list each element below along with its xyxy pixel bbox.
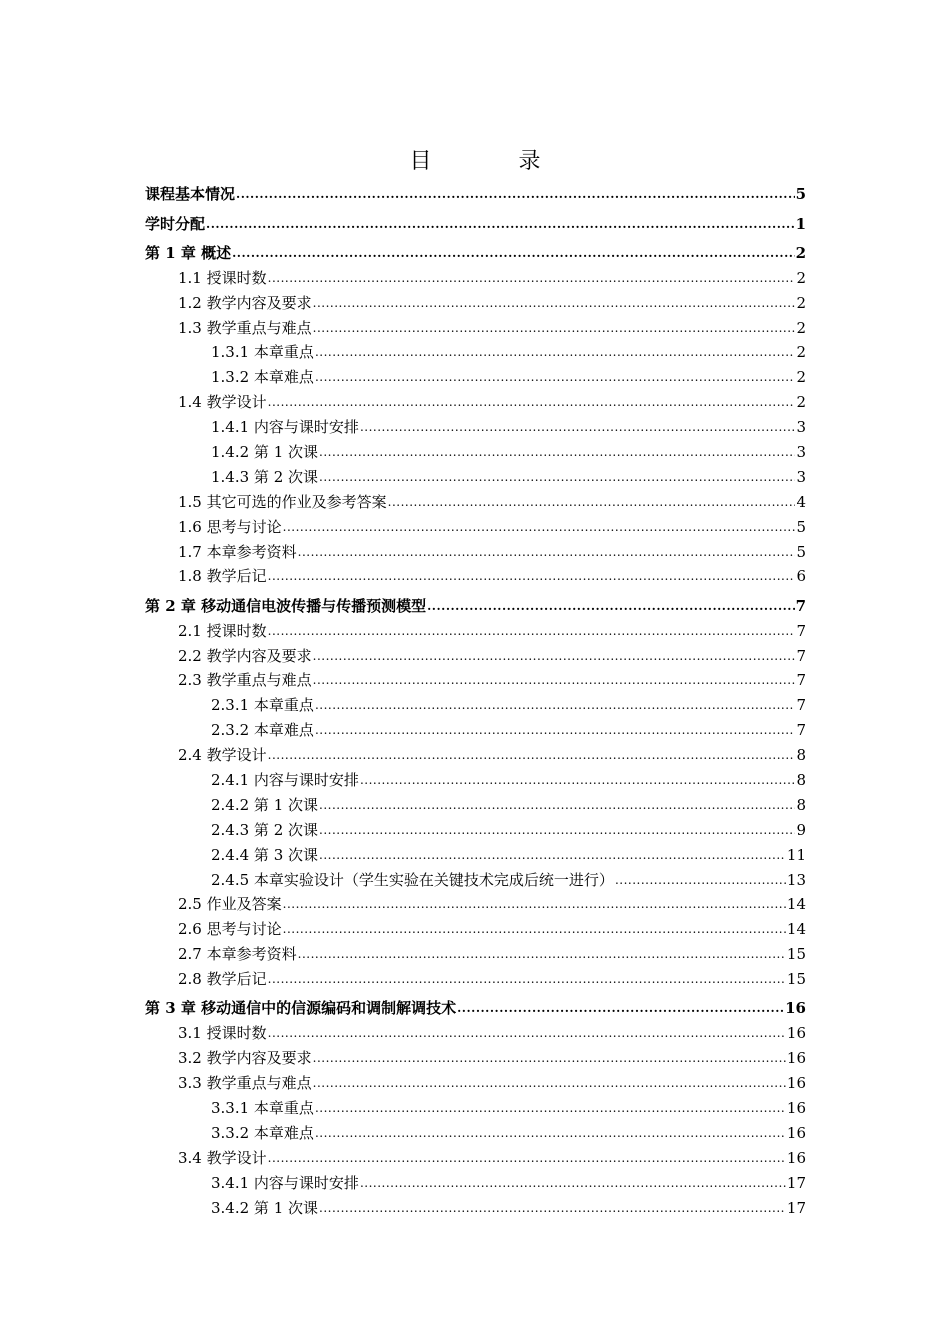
toc-entry-label: 2.6 思考与讨论 <box>178 920 282 939</box>
toc-list <box>145 176 806 1219</box>
toc-entry[interactable] <box>145 816 806 841</box>
toc-entry[interactable] <box>145 538 806 563</box>
toc-dot-leader <box>283 517 796 536</box>
toc-dot-leader <box>268 566 796 585</box>
toc-entry[interactable] <box>145 940 806 965</box>
toc-entry-page-number: 3 <box>796 467 806 486</box>
toc-entry[interactable] <box>145 1144 806 1169</box>
toc-entry-label: 2.8 教学后记 <box>178 970 267 989</box>
toc-dot-leader <box>457 998 784 1017</box>
toc-entry-page-number: 17 <box>786 1198 806 1217</box>
toc-entry-label: 1.3.2 本章难点 <box>211 368 314 387</box>
toc-dot-leader <box>388 492 796 511</box>
toc-entry-label: 2.3.1 本章重点 <box>211 696 314 715</box>
toc-entry[interactable] <box>145 563 806 588</box>
toc-dot-leader <box>268 268 796 287</box>
toc-dot-leader <box>283 894 786 913</box>
toc-entry-label: 2.4.2 第 1 次课 <box>211 795 319 814</box>
toc-entry-page-number: 3 <box>796 443 806 462</box>
toc-entry-page-number: 15 <box>786 945 806 964</box>
toc-entry[interactable] <box>145 289 806 314</box>
toc-dot-leader <box>615 870 786 889</box>
toc-entry[interactable] <box>145 413 806 438</box>
toc-dot-leader <box>315 1123 786 1142</box>
toc-entry-label: 2.3.2 本章难点 <box>211 721 314 740</box>
toc-entry-page-number: 7 <box>796 696 806 715</box>
toc-dot-leader <box>313 646 796 665</box>
toc-entry[interactable] <box>145 1019 806 1044</box>
toc-entry[interactable] <box>145 339 806 364</box>
toc-entry[interactable] <box>145 965 806 990</box>
toc-entry[interactable] <box>145 1169 806 1194</box>
toc-entry-page-number: 2 <box>795 243 806 262</box>
toc-dot-leader <box>268 969 786 988</box>
toc-entry-page-number: 2 <box>796 343 806 362</box>
toc-entry-label: 3.4.2 第 1 次课 <box>211 1198 319 1217</box>
toc-dot-leader <box>427 596 794 615</box>
toc-entry[interactable] <box>145 176 806 205</box>
toc-dot-leader <box>360 417 796 436</box>
toc-dot-leader <box>360 1173 786 1192</box>
toc-dot-leader <box>313 670 796 689</box>
toc-entry[interactable] <box>145 1119 806 1144</box>
toc-dot-leader <box>236 184 795 203</box>
toc-entry[interactable] <box>145 235 806 264</box>
toc-entry-label: 2.1 授课时数 <box>178 621 267 640</box>
toc-entry-page-number: 2 <box>796 393 806 412</box>
toc-entry-page-number: 7 <box>796 671 806 690</box>
toc-entry-page-number: 16 <box>785 999 806 1018</box>
toc-dot-leader <box>319 467 795 486</box>
toc-entry[interactable] <box>145 691 806 716</box>
toc-dot-leader <box>315 342 796 361</box>
toc-entry-page-number: 8 <box>796 771 806 789</box>
toc-entry-label: 2.4 教学设计 <box>178 746 267 765</box>
toc-entry-label: 第 3 章 移动通信中的信源编码和调制解调技术 <box>145 999 457 1018</box>
toc-entry[interactable] <box>145 667 806 692</box>
toc-entry-label: 1.1 授课时数 <box>178 268 267 287</box>
toc-entry-label: 2.2 教学内容及要求 <box>178 646 312 665</box>
toc-entry-label: 2.4.1 内容与课时安排 <box>211 771 359 789</box>
toc-entry-page-number: 14 <box>786 920 806 939</box>
toc-entry-page-number: 8 <box>796 746 806 765</box>
toc-entry[interactable] <box>145 1069 806 1094</box>
toc-entry[interactable] <box>145 388 806 413</box>
toc-dot-leader <box>298 542 796 561</box>
toc-dot-leader <box>319 820 795 839</box>
toc-entry[interactable] <box>145 513 806 538</box>
toc-entry-page-number: 7 <box>796 621 806 640</box>
toc-entry-page-number: 7 <box>796 721 806 740</box>
toc-entry-label: 1.4.3 第 2 次课 <box>211 467 319 486</box>
toc-entry-label: 2.3 教学重点与难点 <box>178 671 312 690</box>
toc-entry-page-number: 16 <box>786 1074 806 1093</box>
toc-entry-label: 1.6 思考与讨论 <box>178 517 282 536</box>
toc-entry-label: 学时分配 <box>145 214 206 233</box>
toc-entry-page-number: 17 <box>786 1173 806 1192</box>
toc-entry-label: 1.3.1 本章重点 <box>211 343 314 362</box>
toc-entry-page-number: 5 <box>796 542 806 561</box>
toc-entry-label: 1.4.2 第 1 次课 <box>211 443 319 462</box>
toc-dot-leader <box>313 1048 786 1067</box>
toc-dot-leader <box>268 621 796 640</box>
toc-entry-page-number: 2 <box>796 268 806 287</box>
toc-dot-leader <box>283 919 786 938</box>
toc-dot-leader <box>315 367 796 386</box>
toc-entry-page-number: 2 <box>796 318 806 337</box>
toc-entry-label: 1.5 其它可选的作业及参考答案 <box>178 492 387 511</box>
toc-entry-label: 2.4.3 第 2 次课 <box>211 820 319 839</box>
toc-entry-page-number: 3 <box>796 418 806 437</box>
toc-entry-page-number: 5 <box>796 517 806 536</box>
toc-entry[interactable] <box>145 1194 806 1219</box>
toc-entry[interactable] <box>145 205 806 234</box>
toc-entry-label: 1.2 教学内容及要求 <box>178 293 312 312</box>
toc-entry-page-number: 16 <box>786 1098 806 1117</box>
toc-dot-leader <box>319 1198 786 1217</box>
toc-dot-leader <box>268 1148 786 1167</box>
toc-entry[interactable] <box>145 587 806 616</box>
toc-entry[interactable] <box>145 866 806 891</box>
toc-entry[interactable] <box>145 363 806 388</box>
toc-entry-label: 3.1 授课时数 <box>178 1024 267 1043</box>
toc-entry-label: 2.4.5 本章实验设计（学生实验在关键技术完成后统一进行） <box>211 870 614 889</box>
toc-entry-label: 3.3 教学重点与难点 <box>178 1074 312 1093</box>
toc-entry-page-number: 16 <box>786 1148 806 1167</box>
toc-entry-page-number: 8 <box>796 795 806 814</box>
toc-dot-leader <box>315 720 796 739</box>
toc-entry[interactable] <box>145 264 806 289</box>
toc-dot-leader <box>313 1073 786 1092</box>
toc-dot-leader <box>298 944 786 963</box>
toc-entry-page-number: 9 <box>796 820 806 839</box>
toc-dot-leader <box>232 243 794 262</box>
toc-dot-leader <box>319 845 786 864</box>
toc-entry-page-number: 7 <box>796 646 806 665</box>
toc-entry-label: 3.3.1 本章重点 <box>211 1098 314 1117</box>
toc-entry-page-number: 16 <box>786 1024 806 1043</box>
toc-entry-page-number: 1 <box>795 214 806 233</box>
toc-entry-label: 课程基本情况 <box>145 185 236 204</box>
toc-entry-label: 第 1 章 概述 <box>145 243 232 262</box>
toc-dot-leader <box>268 392 796 411</box>
toc-entry-page-number: 14 <box>786 895 806 914</box>
toc-entry-label: 3.4 教学设计 <box>178 1148 267 1167</box>
toc-entry[interactable] <box>145 1094 806 1119</box>
toc-entry[interactable] <box>145 617 806 642</box>
toc-entry[interactable] <box>145 915 806 940</box>
toc-entry-page-number: 4 <box>796 492 806 511</box>
toc-entry[interactable] <box>145 841 806 866</box>
toc-entry-label: 1.3 教学重点与难点 <box>178 318 312 337</box>
toc-dot-leader <box>313 293 796 312</box>
toc-entry-page-number: 6 <box>796 567 806 586</box>
toc-entry[interactable] <box>145 716 806 741</box>
toc-entry-page-number: 13 <box>786 870 806 889</box>
toc-entry[interactable] <box>145 990 806 1019</box>
toc-entry-label: 3.3.2 本章难点 <box>211 1123 314 1142</box>
toc-entry-page-number: 7 <box>795 596 806 615</box>
toc-dot-leader <box>268 1023 786 1042</box>
toc-entry[interactable] <box>145 488 806 513</box>
toc-entry-label: 3.4.1 内容与课时安排 <box>211 1173 359 1192</box>
toc-entry-label: 2.4.4 第 3 次课 <box>211 845 319 864</box>
toc-entry-page-number: 5 <box>795 185 806 204</box>
toc-entry[interactable] <box>145 766 806 791</box>
toc-entry-label: 第 2 章 移动通信电波传播与传播预测模型 <box>145 596 427 615</box>
toc-entry-page-number: 11 <box>786 845 806 864</box>
toc-entry[interactable] <box>145 791 806 816</box>
toc-entry[interactable] <box>145 438 806 463</box>
toc-dot-leader <box>360 770 796 789</box>
toc-entry-label: 1.7 本章参考资料 <box>178 542 297 561</box>
toc-entry[interactable] <box>145 314 806 339</box>
toc-dot-leader <box>315 695 796 714</box>
toc-entry-page-number: 16 <box>786 1123 806 1142</box>
toc-dot-leader <box>319 795 795 814</box>
toc-entry-label: 3.2 教学内容及要求 <box>178 1049 312 1068</box>
toc-entry-page-number: 15 <box>786 970 806 989</box>
toc-dot-leader <box>206 214 795 233</box>
toc-dot-leader <box>313 318 796 337</box>
toc-entry-page-number: 2 <box>796 368 806 387</box>
toc-entry-label: 1.4 教学设计 <box>178 393 267 412</box>
toc-dot-leader <box>319 442 795 461</box>
toc-dot-leader <box>315 1098 786 1117</box>
toc-entry[interactable] <box>145 1044 806 1069</box>
toc-entry-label: 1.4.1 内容与课时安排 <box>211 418 359 437</box>
toc-dot-leader <box>268 745 796 764</box>
toc-entry-label: 2.5 作业及答案 <box>178 895 282 914</box>
toc-entry[interactable] <box>145 642 806 667</box>
toc-entry-page-number: 16 <box>786 1049 806 1068</box>
toc-entry[interactable] <box>145 891 806 916</box>
toc-entry-label: 1.8 教学后记 <box>178 567 267 586</box>
toc-entry[interactable] <box>145 463 806 488</box>
toc-entry-page-number: 2 <box>796 293 806 312</box>
toc-entry[interactable] <box>145 741 806 766</box>
toc-title: 目 录 <box>409 149 581 174</box>
toc-entry-label: 2.7 本章参考资料 <box>178 945 297 964</box>
